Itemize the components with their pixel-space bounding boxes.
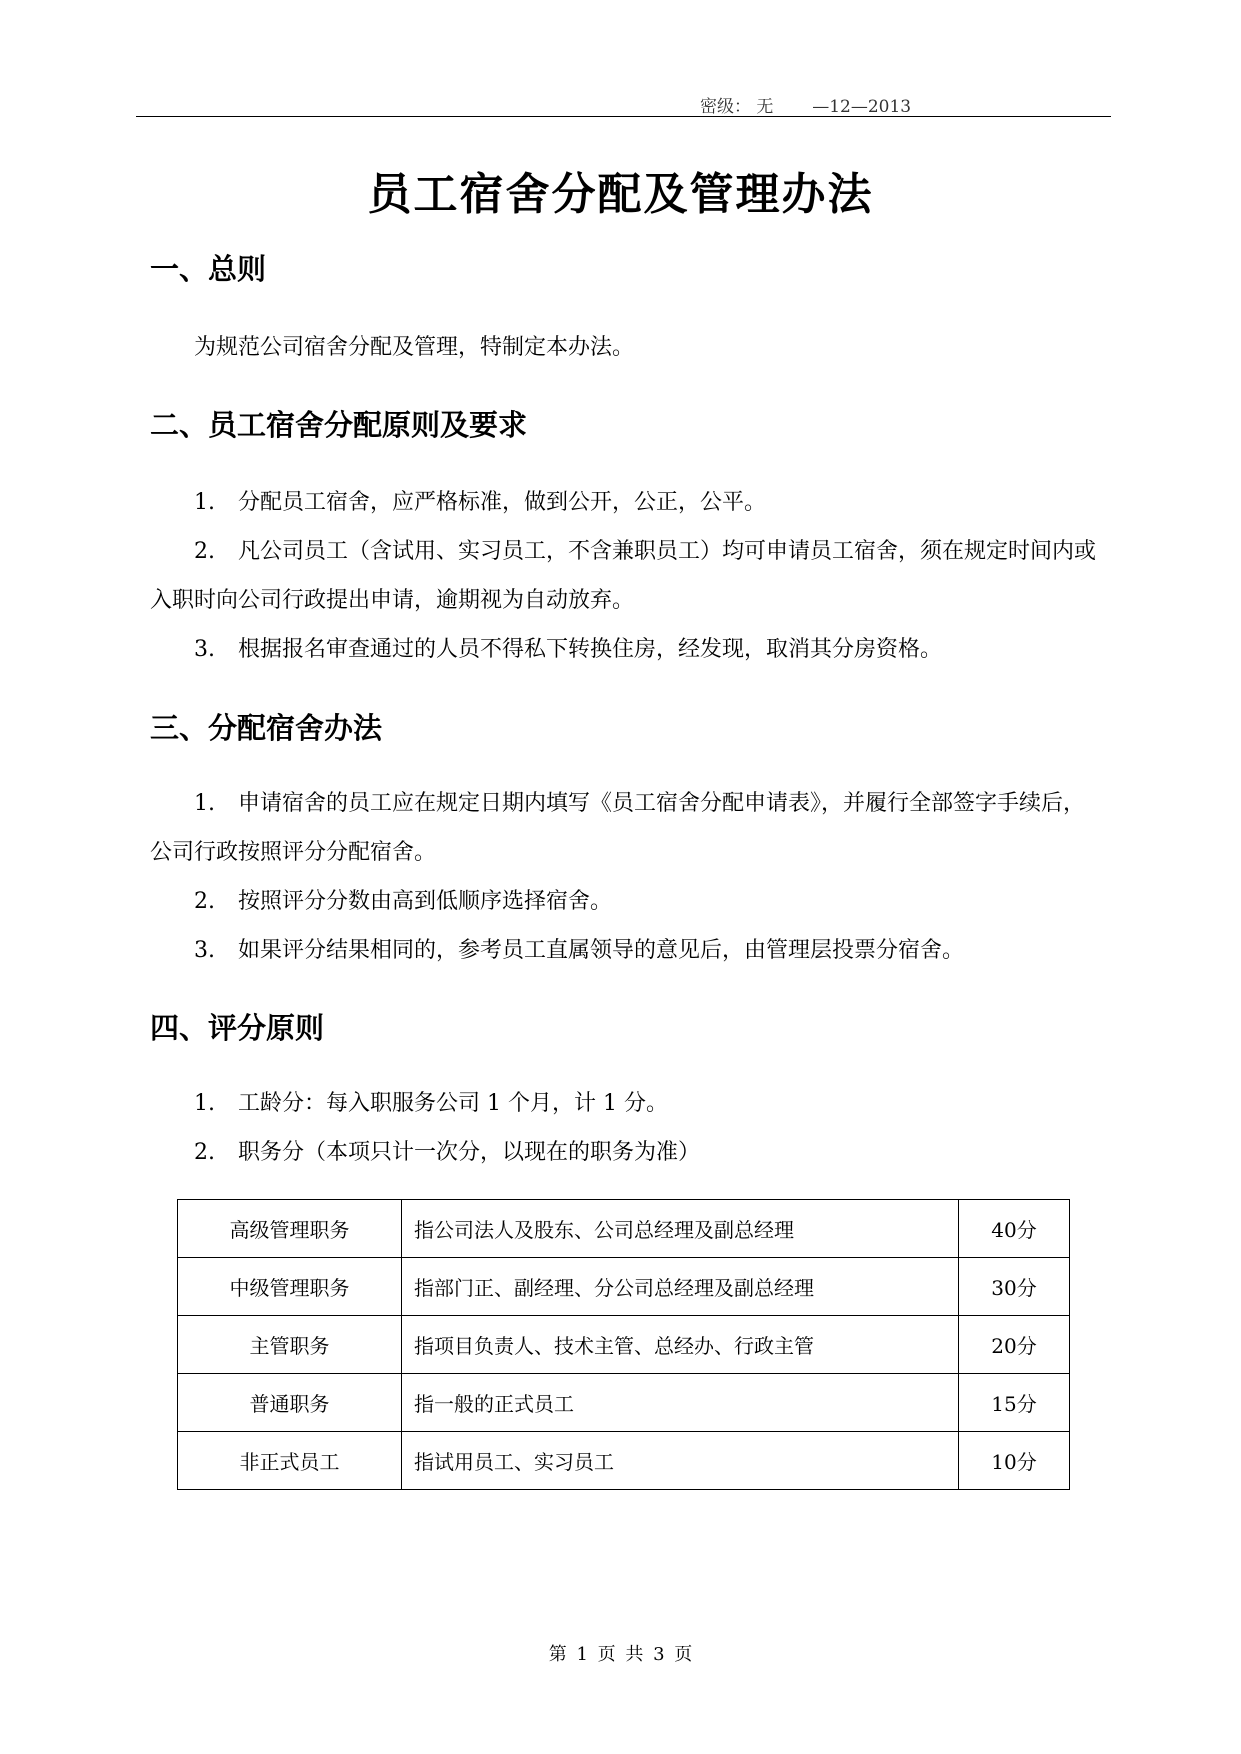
list-item xyxy=(150,1079,1100,1128)
list-item xyxy=(150,527,1100,625)
list-number: 1. xyxy=(194,791,215,816)
list-text: 根据报名审查通过的人员不得私下转换住房，经发现，取消其分房资格。 xyxy=(238,637,943,662)
list-text: 如果评分结果相同的，参考员工直属领导的意见后，由管理层投票分宿舍。 xyxy=(238,938,965,963)
duty-description-cell: 指部门正、副经理、分公司总经理及副总经理 xyxy=(402,1258,959,1316)
duty-score-cell: 20分 xyxy=(959,1316,1070,1374)
list-text: 工龄分：每入职服务公司 1 个月，计 1 分。 xyxy=(238,1091,668,1116)
duty-description-cell: 指项目负责人、技术主管、总经办、行政主管 xyxy=(402,1316,959,1374)
duty-score-cell: 30分 xyxy=(959,1258,1070,1316)
table-row xyxy=(178,1432,1070,1490)
duty-score-table xyxy=(177,1199,1070,1490)
section-heading-scoring: 四、评分原则 xyxy=(150,1011,325,1045)
paragraph-text: 为规范公司宿舍分配及管理，特制定本办法。 xyxy=(194,335,635,360)
list-text: 分配员工宿舍，应严格标准，做到公开，公正，公平。 xyxy=(238,490,767,515)
list-text: 凡公司员工（含试用、实习员工，不含兼职员工）均可申请员工宿舍，须在规定时间内或入职时向公司行政提出申请，逾期视为自动放弃。 xyxy=(150,539,1097,613)
duty-description-cell: 指试用员工、实习员工 xyxy=(402,1432,959,1490)
list-item xyxy=(150,779,1100,877)
list-item xyxy=(150,478,1100,527)
list-text: 职务分（本项只计一次分，以现在的职务为准） xyxy=(238,1140,701,1165)
document-title: 员工宿舍分配及管理办法 xyxy=(367,169,874,220)
duty-level-cell: 中级管理职务 xyxy=(178,1258,402,1316)
list-number: 2. xyxy=(194,889,215,914)
list-item xyxy=(150,926,1100,975)
doc-code: —12—2013 xyxy=(812,97,912,117)
duty-level-cell: 普通职务 xyxy=(178,1374,402,1432)
section-heading-principles: 二、员工宿舍分配原则及要求 xyxy=(150,408,528,442)
duty-level-cell: 非正式员工 xyxy=(178,1432,402,1490)
security-value: 无 xyxy=(756,97,774,117)
table-row xyxy=(178,1374,1070,1432)
page-footer: 第 1 页 共 3 页 xyxy=(548,1644,693,1665)
list-number: 3. xyxy=(194,637,215,662)
page-header xyxy=(700,92,1120,117)
list-number: 2. xyxy=(194,539,215,564)
list-number: 1. xyxy=(194,1091,215,1116)
table-row xyxy=(178,1258,1070,1316)
duty-description-cell: 指一般的正式员工 xyxy=(402,1374,959,1432)
table-row xyxy=(178,1316,1070,1374)
list-text: 按照评分分数由高到低顺序选择宿舍。 xyxy=(238,889,613,914)
duty-score-cell: 10分 xyxy=(959,1432,1070,1490)
list-number: 2. xyxy=(194,1140,215,1165)
section-heading-allocation: 三、分配宿舍办法 xyxy=(150,711,383,745)
duty-score-cell: 40分 xyxy=(959,1200,1070,1258)
security-label: 密级： xyxy=(700,97,751,117)
section-heading-general: 一、总则 xyxy=(150,252,267,286)
header-divider xyxy=(136,116,1111,117)
list-item xyxy=(150,877,1100,926)
list-number: 1. xyxy=(194,490,215,515)
list-item xyxy=(150,1128,1100,1177)
list-text: 申请宿舍的员工应在规定日期内填写《员工宿舍分配申请表》，并履行全部签字手续后，公司行政按照评分分配宿舍。 xyxy=(150,791,1086,865)
paragraph xyxy=(150,323,1100,372)
table-row xyxy=(178,1200,1070,1258)
duty-level-cell: 高级管理职务 xyxy=(178,1200,402,1258)
duty-description-cell: 指公司法人及股东、公司总经理及副总经理 xyxy=(402,1200,959,1258)
duty-score-cell: 15分 xyxy=(959,1374,1070,1432)
list-number: 3. xyxy=(194,938,215,963)
duty-level-cell: 主管职务 xyxy=(178,1316,402,1374)
list-item xyxy=(150,625,1100,674)
